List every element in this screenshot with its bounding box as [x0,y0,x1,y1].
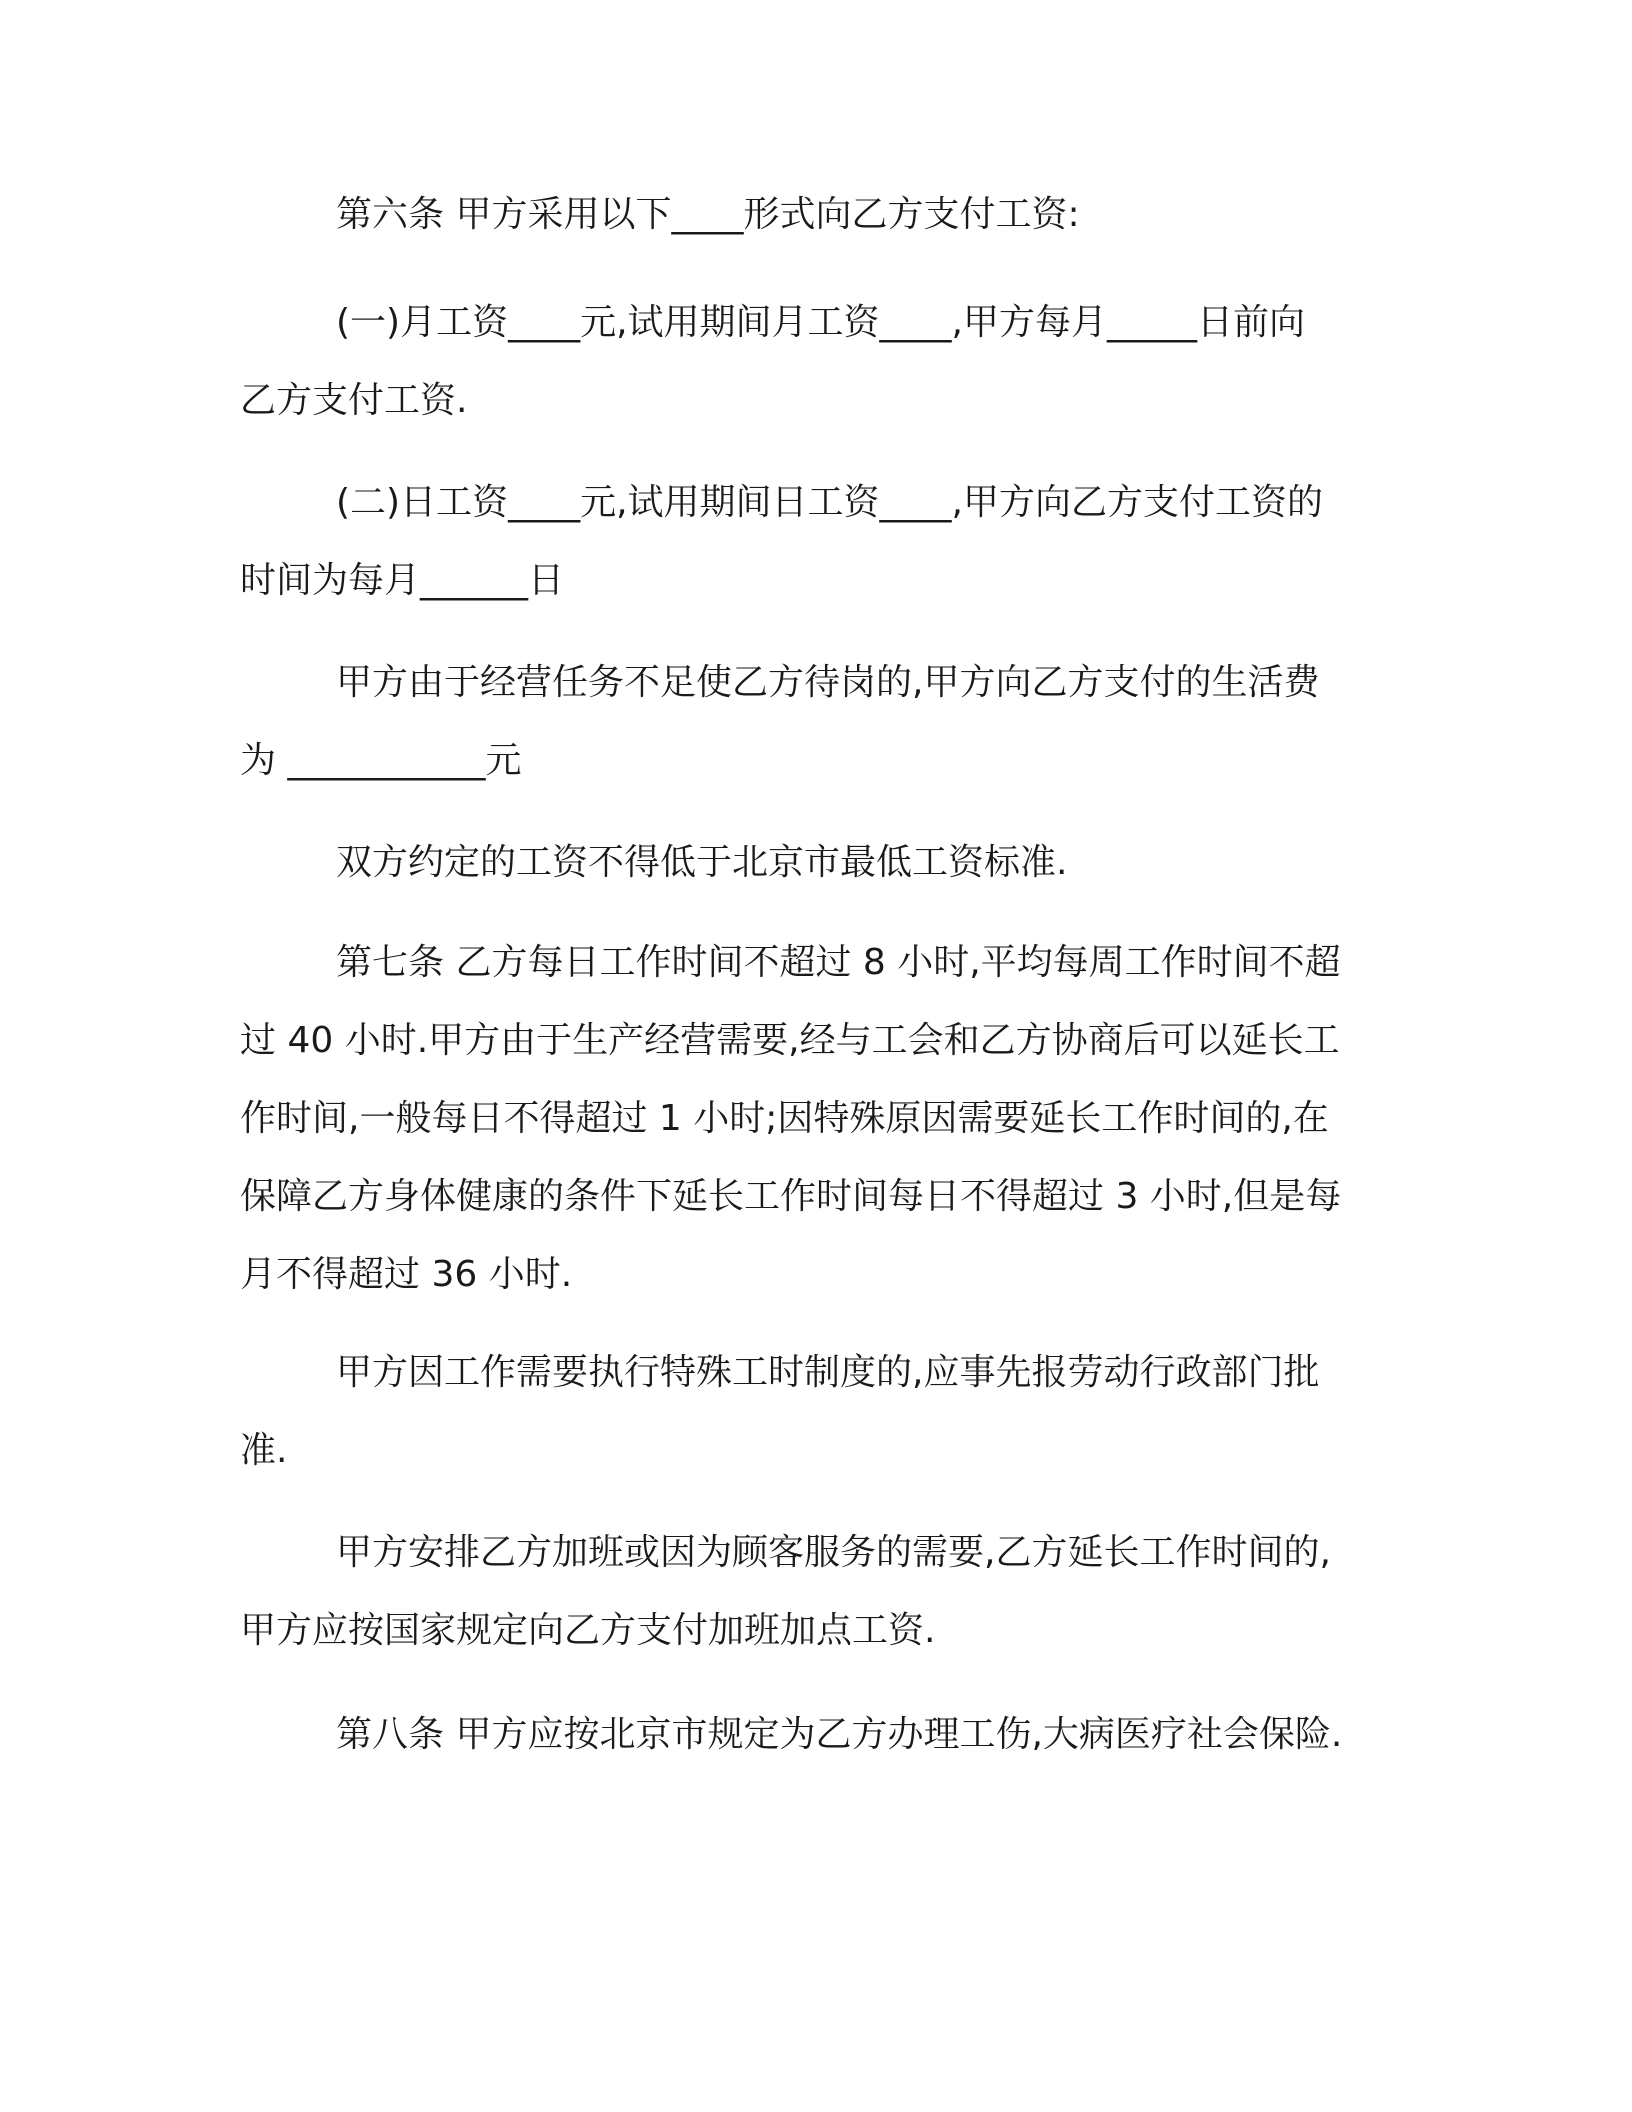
minimum-wage-paragraph [240,824,1380,902]
text-line: 作时间,一般每日不得超过 1 小时;因特殊原因需要延长工作时间的,在 [240,1098,1329,1139]
text-line: 第八条 甲方应按北京市规定为乙方办理工伤,大病医疗社会保险. [336,1714,1343,1755]
text-line: 保障乙方身体健康的条件下延长工作时间每日不得超过 3 小时,但是每 [240,1176,1342,1217]
daily-wage-paragraph [240,464,1380,620]
text-line: 准. [240,1430,288,1471]
text-line: 第六条 甲方采用以下____形式向乙方支付工资: [336,194,1080,235]
special-hours-paragraph [240,1334,1380,1490]
article-8-paragraph [240,1696,1380,1774]
text-line: 甲方安排乙方加班或因为顾客服务的需要,乙方延长工作时间的, [336,1532,1331,1573]
monthly-wage-paragraph [240,284,1380,440]
text-line: (一)月工资____元,试用期间月工资____,甲方每月_____日前向 [336,302,1305,343]
article-7-paragraph [240,924,1380,1314]
text-line: 甲方因工作需要执行特殊工时制度的,应事先报劳动行政部门批 [336,1352,1320,1393]
text-line: 甲方应按国家规定向乙方支付加班加点工资. [240,1610,936,1651]
text-line: 为 ___________元 [240,740,522,781]
text-line: 过 40 小时.甲方由于生产经营需要,经与工会和乙方协商后可以延长工 [240,1020,1340,1061]
overtime-pay-paragraph [240,1514,1380,1670]
text-line: 甲方由于经营任务不足使乙方待岗的,甲方向乙方支付的生活费 [336,662,1320,703]
article-6-paragraph [240,176,1380,254]
text-line: (二)日工资____元,试用期间日工资____,甲方向乙方支付工资的 [336,482,1323,523]
text-line: 月不得超过 36 小时. [240,1254,573,1295]
text-line: 时间为每月______日 [240,560,565,601]
text-line: 双方约定的工资不得低于北京市最低工资标准. [336,842,1068,883]
text-line: 乙方支付工资. [240,380,468,421]
text-line: 第七条 乙方每日工作时间不超过 8 小时,平均每周工作时间不超 [336,942,1341,983]
standby-allowance-paragraph [240,644,1380,800]
